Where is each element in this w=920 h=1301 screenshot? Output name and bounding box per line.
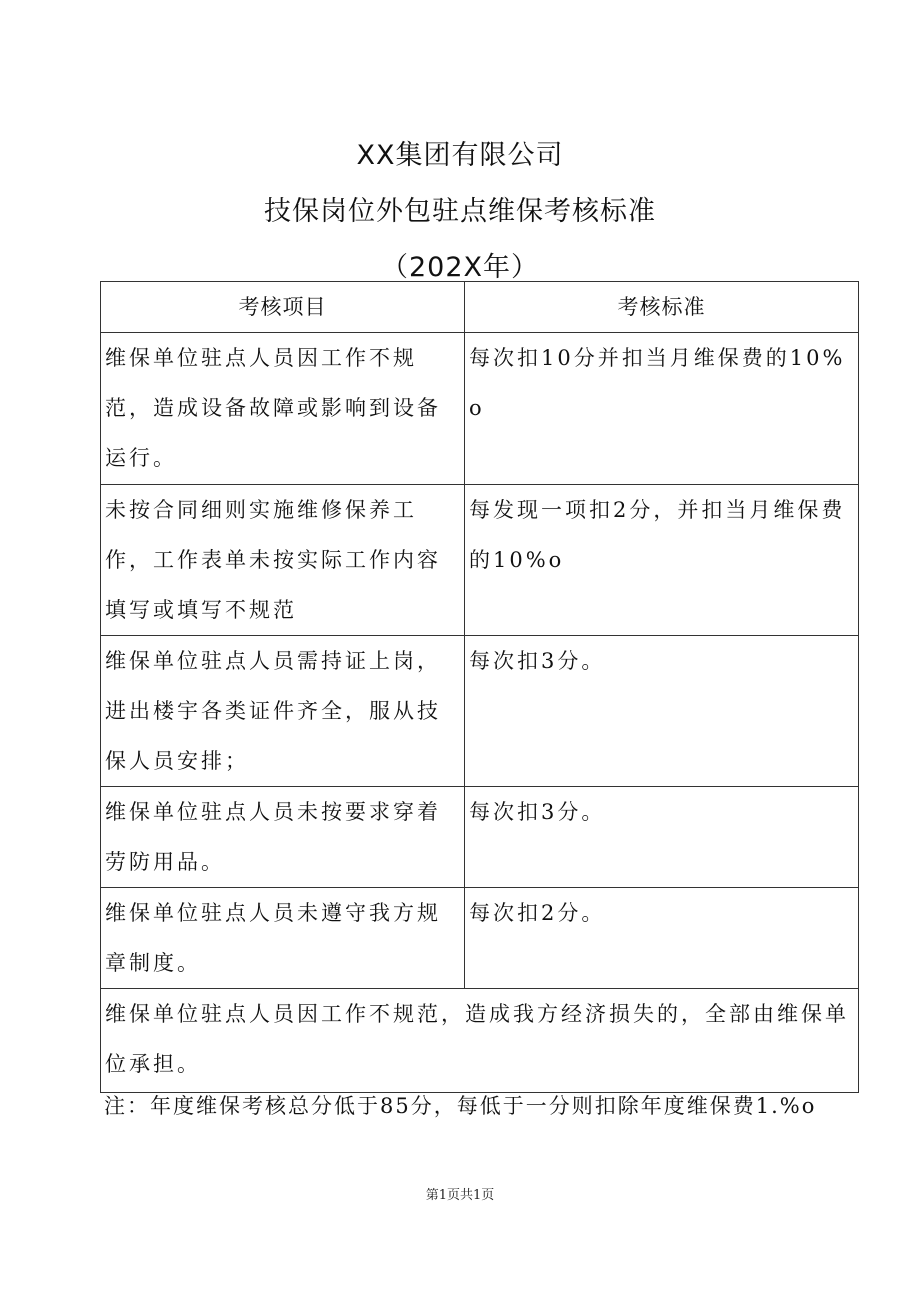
table-row: [101, 787, 859, 888]
assessment-standard-cell: 每次扣3分。: [465, 636, 859, 787]
assessment-standard-cell: 每发现一项扣2分，并扣当月维保费的10%o: [465, 485, 859, 636]
table-row: [101, 636, 859, 787]
header-assessment-item: 考核项目: [101, 282, 465, 333]
assessment-item-cell: 维保单位驻点人员因工作不规范，造成设备故障或影响到设备运行。: [101, 333, 465, 485]
assessment-table: [100, 281, 859, 1093]
assessment-standard-cell: 每次扣2分。: [465, 888, 859, 989]
header-assessment-standard: 考核标准: [465, 282, 859, 333]
table-header-row: [101, 282, 859, 333]
document-year: （202X年）: [380, 252, 540, 283]
assessment-item-cell: 维保单位驻点人员未遵守我方规章制度。: [101, 888, 465, 989]
title-block: [0, 128, 920, 296]
assessment-item-cell: 维保单位驻点人员未按要求穿着劳防用品。: [101, 787, 465, 888]
note-text: 注：年度维保考核总分低于85分，每低于一分则扣除年度维保费1.%o: [104, 1094, 817, 1118]
summary-cell: 维保单位驻点人员因工作不规范，造成我方经济损失的，全部由维保单位承担。: [101, 989, 859, 1093]
assessment-standard-cell: 每次扣10分并扣当月维保费的10%o: [465, 333, 859, 485]
table-row: [101, 888, 859, 989]
assessment-item-cell: 维保单位驻点人员需持证上岗，进出楼宇各类证件齐全，服从技保人员安排；: [101, 636, 465, 787]
company-name: XX集团有限公司: [356, 140, 564, 171]
table-row: [101, 485, 859, 636]
assessment-standard-cell: 每次扣3分。: [465, 787, 859, 888]
assessment-item-cell: 未按合同细则实施维修保养工作，工作表单未按实际工作内容填写或填写不规范: [101, 485, 465, 636]
document-title: 技保岗位外包驻点维保考核标准: [264, 196, 656, 227]
page-number: 第1页共1页: [425, 1188, 495, 1203]
table-summary-row: [101, 989, 859, 1093]
table-row: [101, 333, 859, 485]
